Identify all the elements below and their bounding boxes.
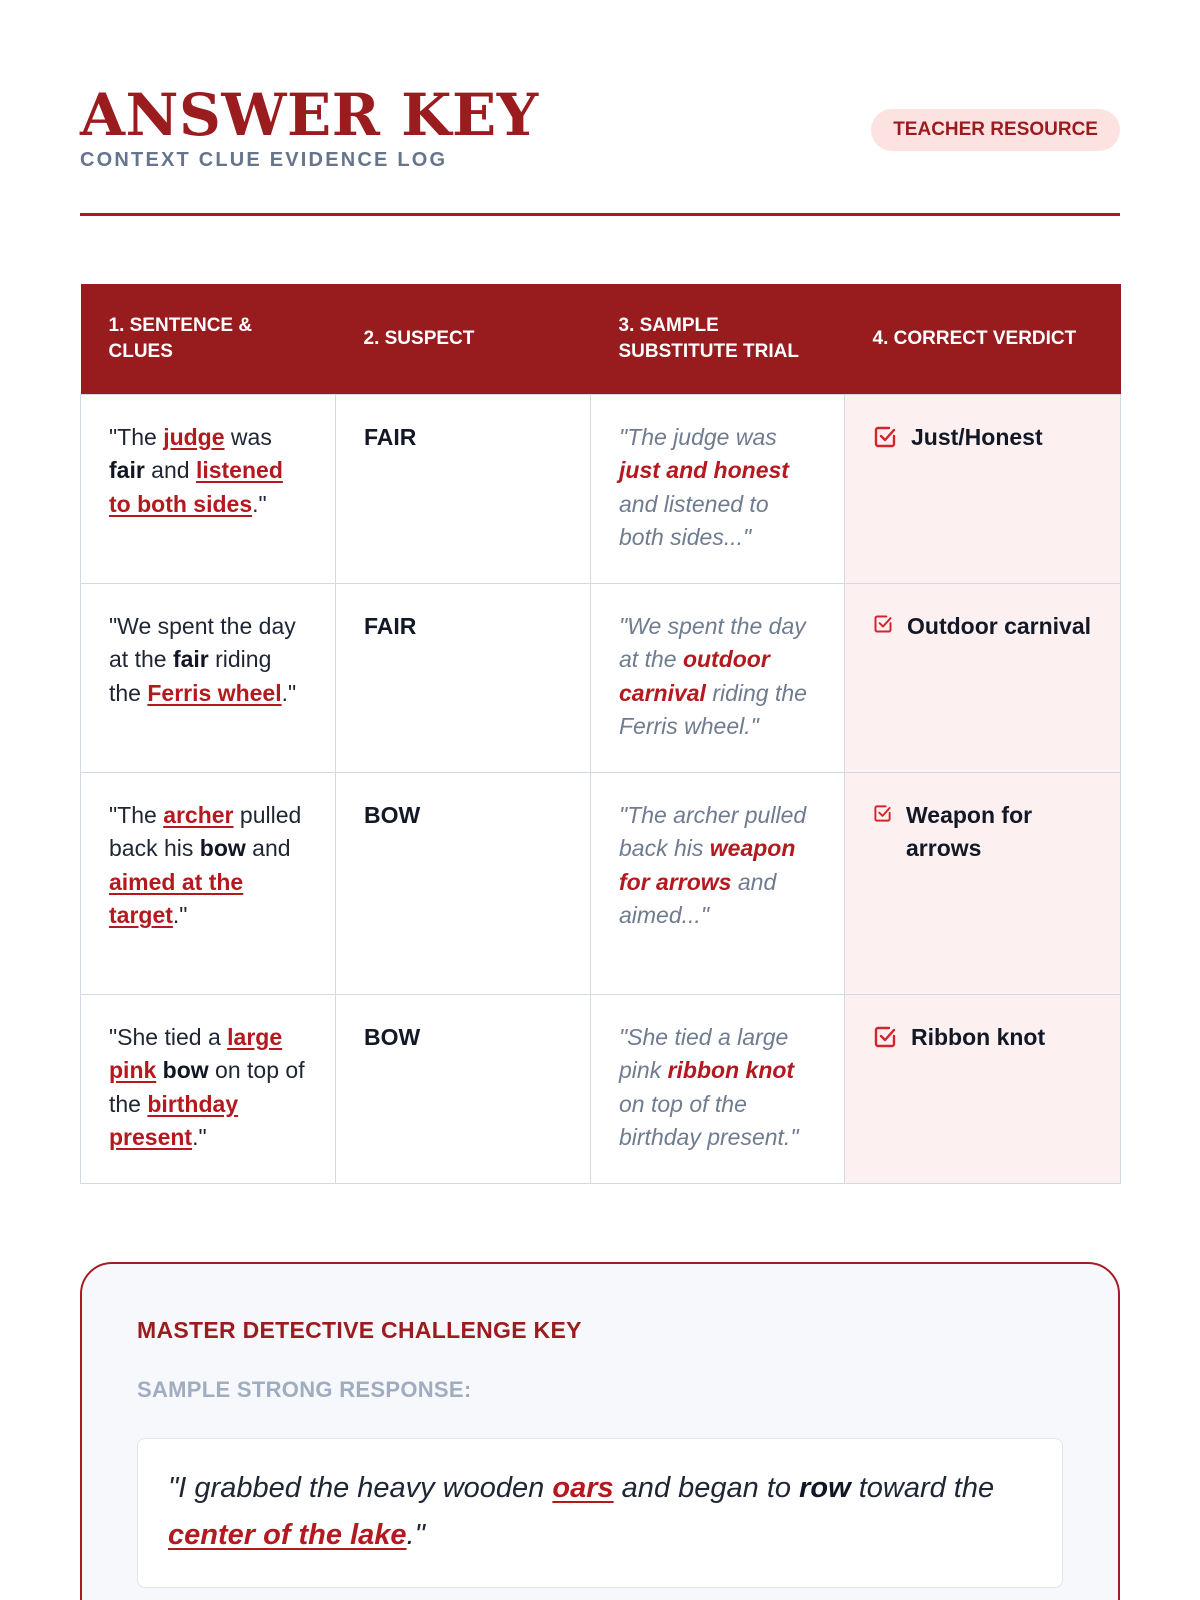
table-row	[81, 994, 1121, 1183]
column-header-verdict: 4. CORRECT VERDICT	[845, 284, 1121, 394]
clue-text: archer	[163, 801, 234, 828]
trial-cell	[591, 772, 845, 994]
suspect-cell: FAIR	[336, 394, 591, 583]
text-segment: ."	[192, 1124, 207, 1150]
target-word: fair	[172, 646, 209, 672]
target-word: bow	[162, 1057, 209, 1083]
challenge-title: MASTER DETECTIVE CHALLENGE KEY	[137, 1317, 582, 1343]
text-segment: toward the	[850, 1472, 995, 1504]
text-segment: and	[245, 835, 291, 861]
text-segment: on top of the birthday present."	[619, 1090, 799, 1150]
trial-cell	[591, 394, 845, 583]
substitute-text: weapon for arrows	[619, 835, 796, 895]
text-segment: "The judge was	[619, 423, 777, 450]
text-segment: "The archer pulled back his	[619, 801, 807, 861]
checkbox-checked-icon	[873, 1021, 897, 1059]
verdict-content	[873, 1021, 1092, 1059]
text-segment: "She tied a large pink	[619, 1023, 789, 1083]
verdict-cell	[845, 394, 1121, 583]
suspect-cell: BOW	[336, 772, 591, 994]
text-segment: "She tied a	[109, 1023, 228, 1050]
verdict-label: Just/Honest	[911, 423, 1043, 450]
text-segment: "We spent the day at the	[109, 612, 296, 672]
verdict-content	[873, 799, 1092, 866]
target-word: fair	[109, 457, 145, 483]
clue-text: oars	[552, 1472, 614, 1504]
verdict-label: Ribbon knot	[911, 1023, 1046, 1050]
text-segment: "The	[109, 801, 164, 828]
text-segment: and listened to both sides..."	[619, 490, 769, 550]
text-segment: and aimed..."	[619, 868, 777, 928]
verdict-cell	[845, 583, 1121, 772]
text-segment: ."	[281, 679, 297, 706]
text-segment: "The	[109, 423, 164, 450]
text-segment: ."	[172, 902, 188, 928]
text-segment: riding the Ferris wheel."	[619, 679, 807, 739]
page-header	[80, 81, 1120, 185]
verdict-content	[873, 421, 1092, 459]
checkbox-checked-icon	[873, 799, 892, 833]
page-title: ANSWER KEY	[80, 81, 539, 149]
sample-response	[137, 1438, 1063, 1588]
text-segment: was	[224, 423, 272, 450]
clue-text: aimed at the target	[109, 868, 244, 928]
table-row	[81, 583, 1121, 772]
evidence-log-table	[80, 284, 1121, 1184]
table-row	[81, 772, 1121, 994]
text-segment: "We spent the day at the	[619, 612, 806, 672]
text-segment: on top of the	[109, 1057, 305, 1117]
target-word: bow	[199, 835, 246, 861]
target-word: row	[799, 1472, 851, 1504]
clue-text: judge	[163, 423, 225, 450]
column-header-sentence: 1. SENTENCE & CLUES	[81, 284, 336, 394]
text-segment: and	[144, 457, 196, 483]
clue-text: large pink	[109, 1023, 283, 1083]
table-header-row	[81, 284, 1121, 394]
substitute-text: just and honest	[619, 457, 789, 483]
sample-response-label: SAMPLE STRONG RESPONSE:	[137, 1377, 472, 1402]
clue-text: listened to both sides	[109, 457, 283, 517]
text-segment: "I grabbed the heavy wooden	[168, 1472, 553, 1504]
verdict-content	[873, 610, 1092, 644]
text-segment: pulled back his	[109, 801, 302, 861]
text-segment: ."	[252, 490, 267, 517]
sentence-cell	[81, 394, 336, 583]
suspect-cell: FAIR	[336, 583, 591, 772]
text-segment: ."	[406, 1519, 425, 1551]
substitute-text: ribbon knot	[667, 1057, 795, 1083]
verdict-label: Outdoor carnival	[907, 612, 1092, 639]
text-segment: and began to	[613, 1472, 800, 1504]
challenge-card	[80, 1262, 1120, 1600]
verdict-cell	[845, 772, 1121, 994]
trial-cell	[591, 583, 845, 772]
checkbox-checked-icon	[873, 421, 897, 459]
clue-text: center of the lake	[168, 1519, 407, 1551]
teacher-resource-badge: TEACHER RESOURCE	[871, 109, 1120, 151]
substitute-text: outdoor carnival	[619, 646, 770, 706]
sentence-cell	[81, 994, 336, 1183]
verdict-cell	[845, 994, 1121, 1183]
sentence-cell	[81, 772, 336, 994]
trial-cell	[591, 994, 845, 1183]
verdict-label: Weapon for arrows	[906, 801, 1033, 861]
column-header-suspect: 2. SUSPECT	[336, 284, 591, 394]
table-row	[81, 394, 1121, 583]
page-subtitle: CONTEXT CLUE EVIDENCE LOG	[80, 149, 448, 171]
text-segment: riding the	[109, 646, 272, 706]
clue-text: birthday present	[109, 1090, 239, 1150]
clue-text: Ferris wheel	[147, 679, 282, 706]
column-header-trial: 3. SAMPLE SUBSTITUTE TRIAL	[591, 284, 845, 394]
header-divider	[80, 213, 1120, 216]
sentence-cell	[81, 583, 336, 772]
suspect-cell: BOW	[336, 994, 591, 1183]
checkbox-checked-icon	[873, 610, 893, 644]
